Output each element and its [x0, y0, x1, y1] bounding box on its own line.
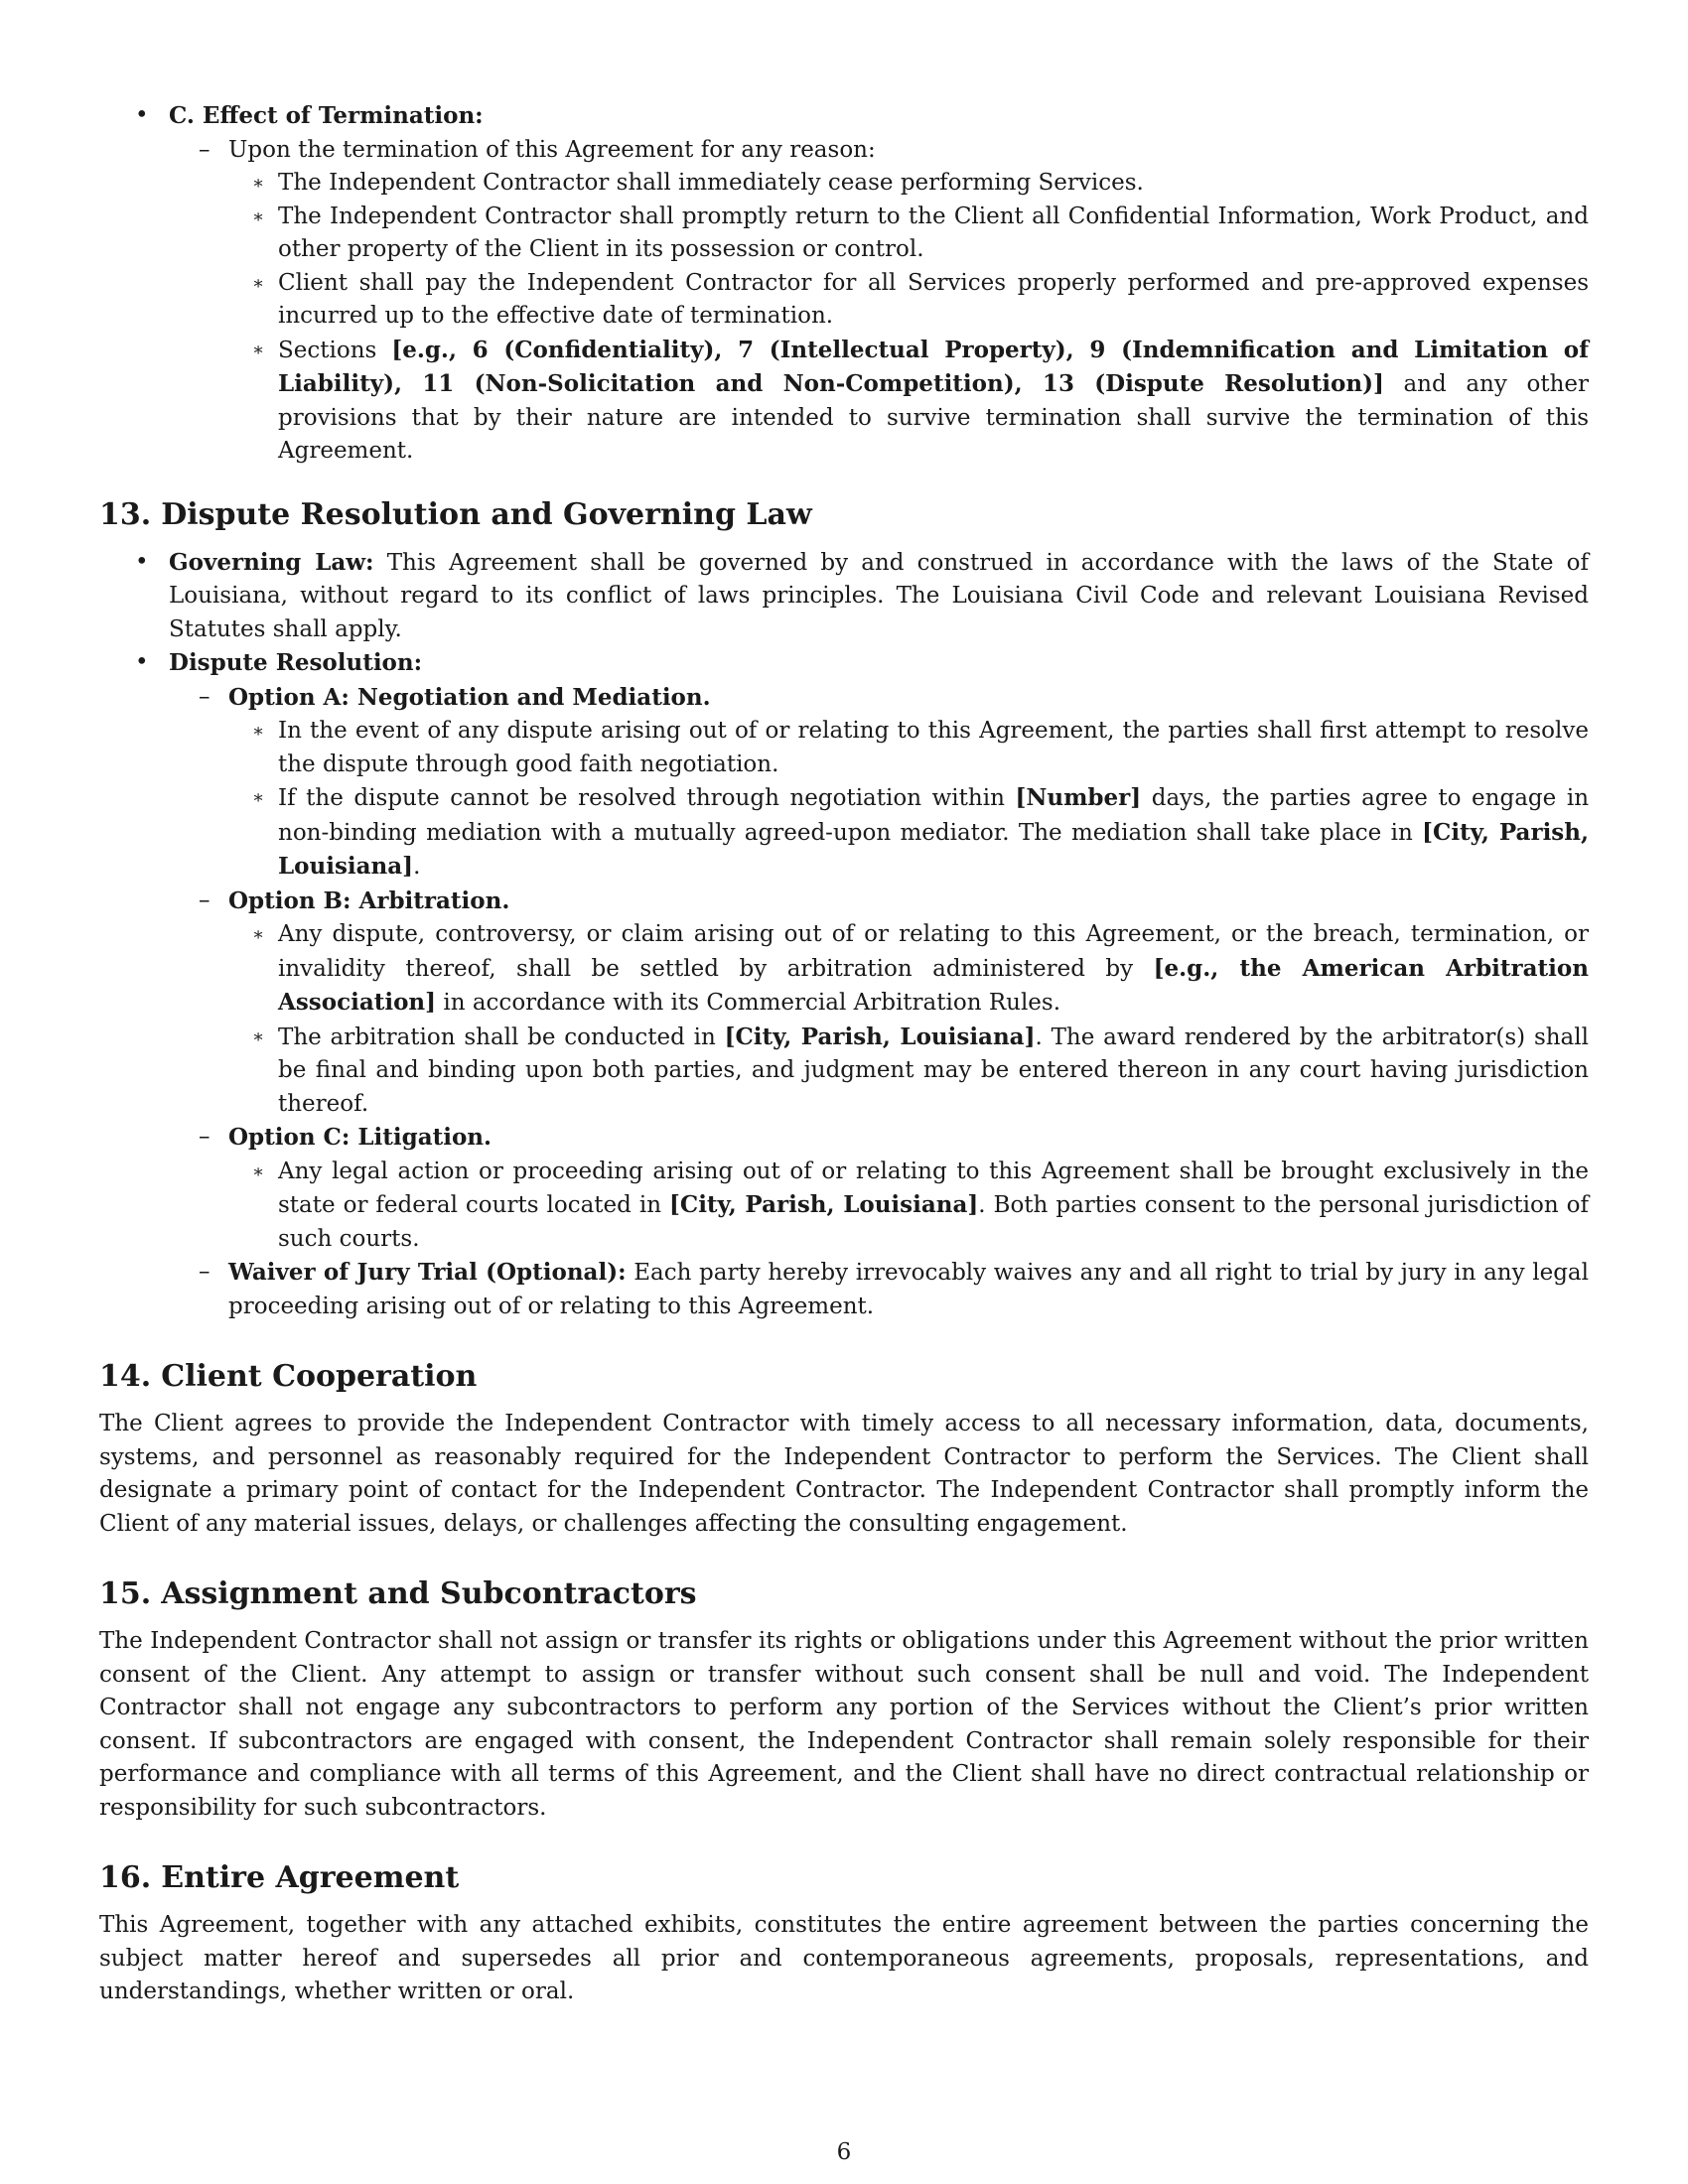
list-item — [228, 334, 1589, 469]
list-item-text: days, the parties agree to engage in non-binding mediation with a mutually agreed-upon mediator. The mediation shall take place in — [278, 785, 1590, 846]
list-item-text: Any legal action or proceeding arising out of or relating to this Agreement shall be brought exclusively in the state or federal courts located in — [278, 1158, 1589, 1218]
list-item-text: The Independent Contractor shall promptly return to the Client all Confidential Information, Work Product, and other property of the Client in its possession or control. — [278, 203, 1589, 262]
bullet-icon: • — [135, 649, 149, 675]
list-item-text: The arbitration shall be conducted in — [278, 1024, 725, 1050]
list-item-text: . The award rendered by the arbitrator(s) shall be final and binding upon both parties, and judgment may be entered thereon in any court having jurisdiction thereof. — [278, 1024, 1589, 1117]
dash-icon: – — [199, 1124, 211, 1150]
placeholder-arbitrator: [e.g., the American Arbitration Association] — [278, 954, 1589, 1016]
dispute-resolution-label: Dispute Resolution: — [169, 649, 423, 676]
section-heading-16 — [99, 1859, 1589, 1897]
section-title: Dispute Resolution and Governing Law — [161, 496, 812, 532]
list-item-text: If the dispute cannot be resolved through negotiation within — [278, 785, 1016, 811]
section-13-list — [99, 546, 1589, 1324]
option-c-label: Option C: Litigation. — [228, 1124, 492, 1151]
asterisk-icon: ∗ — [252, 1160, 265, 1182]
list-item-text: Any dispute, controversy, or claim arising out of or relating to this Agreement, or the breach, termination, or invalidity thereof, shall be settled by arbitration administered by — [278, 921, 1589, 982]
dispute-resolution-item — [99, 646, 1589, 1323]
section-number: 14. — [99, 1359, 152, 1394]
governing-law-text: This Agreement shall be governed by and construed in accordance with the laws of the State of Louisiana, without regard to its conflict of laws principles. The Louisiana Civil Code and relevant Louisiana Revised Statutes shall apply. — [169, 549, 1589, 642]
asterisk-icon: ∗ — [252, 924, 265, 945]
section-title: Entire Agreement — [161, 1860, 460, 1895]
dash-icon: – — [199, 683, 211, 710]
section-16-body: This Agreement, together with any attached exhibits, constitutes the entire agreement between the parties concerning the subject matter hereof and supersedes all prior and contemporaneous agreements, proposals, representations, and understandings, whether written or oral. — [99, 1912, 1589, 2004]
document-page — [99, 99, 1589, 2009]
governing-law-label: Governing Law: — [169, 548, 374, 576]
survival-sections: [e.g., 6 (Confidentiality), 7 (Intellectual Property), 9 (Indemnification and Limitation of Liability), 11 (Non-Solicitation and Non-Competition), 13 (Dispute Resolution)] — [278, 336, 1590, 397]
option-a-label: Option A: Negotiation and Mediation. — [228, 683, 711, 711]
placeholder-location: [City, Parish, Louisiana] — [278, 818, 1589, 880]
waiver-label: Waiver of Jury Trial (Optional): — [228, 1259, 627, 1286]
section-number: 15. — [99, 1576, 152, 1611]
asterisk-icon: ∗ — [252, 1025, 265, 1047]
survival-text-end: and any other provisions that by their nature are intended to survive termination shall survive the termination of this Agreement. — [278, 371, 1589, 464]
option-c-item — [169, 1121, 1589, 1256]
asterisk-icon: ∗ — [252, 272, 265, 294]
asterisk-icon: ∗ — [252, 721, 265, 742]
bullet-icon: • — [135, 548, 149, 575]
waiver-item — [169, 1256, 1589, 1323]
termination-list — [99, 99, 1589, 469]
option-b-item — [169, 885, 1589, 1122]
list-item-text: . — [413, 854, 421, 880]
page-number: 6 — [836, 2139, 852, 2165]
list-item — [228, 715, 1589, 781]
section-15-body: The Independent Contractor shall not assign or transfer its rights or obligations under this Agreement without the prior written consent of the Client. Any attempt to assign or transfer without such consent shall be null and void. The Independent Contractor shall not engage any subcontractors to perform any portion of the Services without the Client’s prior written consent. If subcontractors are engaged with consent, the Independent Contractor shall remain solely responsible for their performance and compliance with all terms of this Agreement, and the Client shall have no direct contractual relationship or responsibility for such subcontractors. — [99, 1628, 1589, 1821]
list-item — [228, 167, 1589, 201]
placeholder-number: [Number] — [1015, 784, 1142, 811]
governing-law-item — [99, 546, 1589, 647]
list-item-text: Client shall pay the Independent Contractor for all Services properly performed and pre-approved expenses incurred up to the effective date of termination. — [278, 269, 1589, 329]
list-item — [228, 1021, 1589, 1122]
list-item — [228, 781, 1589, 885]
survival-text: Sections — [278, 337, 392, 363]
asterisk-icon: ∗ — [252, 787, 265, 808]
list-item-text: The Independent Contractor shall immediately cease performing Services. — [278, 170, 1144, 196]
section-title: Assignment and Subcontractors — [161, 1576, 697, 1611]
termination-intro-item — [169, 134, 1589, 469]
list-item — [228, 1156, 1589, 1257]
option-a-item — [169, 681, 1589, 885]
section-number: 13. — [99, 496, 152, 532]
section-heading-14 — [99, 1358, 1589, 1396]
bullet-icon: • — [135, 102, 149, 128]
list-item-text: In the event of any dispute arising out of or relating to this Agreement, the parties shall first attempt to resolve the dispute through good faith negotiation. — [278, 718, 1589, 777]
termination-heading: C. Effect of Termination: — [169, 102, 484, 129]
section-title: Client Cooperation — [161, 1359, 478, 1394]
list-item — [228, 918, 1589, 1021]
section-heading-15 — [99, 1575, 1589, 1613]
section-number: 16. — [99, 1860, 152, 1895]
asterisk-icon: ∗ — [252, 173, 265, 194]
dash-icon: – — [199, 1259, 211, 1285]
list-item — [228, 267, 1589, 334]
placeholder-location: [City, Parish, Louisiana] — [724, 1023, 1036, 1050]
waiver-text: Each party hereby irrevocably waives any and all right to trial by jury in any legal proceeding arising out of or relating to this Agreement. — [228, 1260, 1589, 1319]
section-heading-13 — [99, 496, 1589, 534]
list-item — [228, 201, 1589, 267]
asterisk-icon: ∗ — [252, 205, 265, 227]
asterisk-icon: ∗ — [252, 339, 265, 360]
placeholder-location: [City, Parish, Louisiana] — [669, 1191, 979, 1218]
list-item-text: . Both parties consent to the personal jurisdiction of such courts. — [278, 1192, 1589, 1252]
termination-item — [99, 99, 1589, 469]
list-item-text: in accordance with its Commercial Arbitration Rules. — [436, 990, 1061, 1016]
section-14-body: The Client agrees to provide the Independent Contractor with timely access to all necessary information, data, documents, systems, and personnel as reasonably required for the Independent Contractor to perform the Services. The Client shall designate a primary point of contact for the Independent Contractor. The Independent Contractor shall promptly inform the Client of any material issues, delays, or challenges affecting the consulting engagement. — [99, 1411, 1589, 1537]
dash-icon: – — [199, 136, 211, 163]
termination-intro: Upon the termination of this Agreement for any reason: — [228, 136, 876, 163]
option-b-label: Option B: Arbitration. — [228, 887, 510, 914]
dash-icon: – — [199, 887, 211, 913]
